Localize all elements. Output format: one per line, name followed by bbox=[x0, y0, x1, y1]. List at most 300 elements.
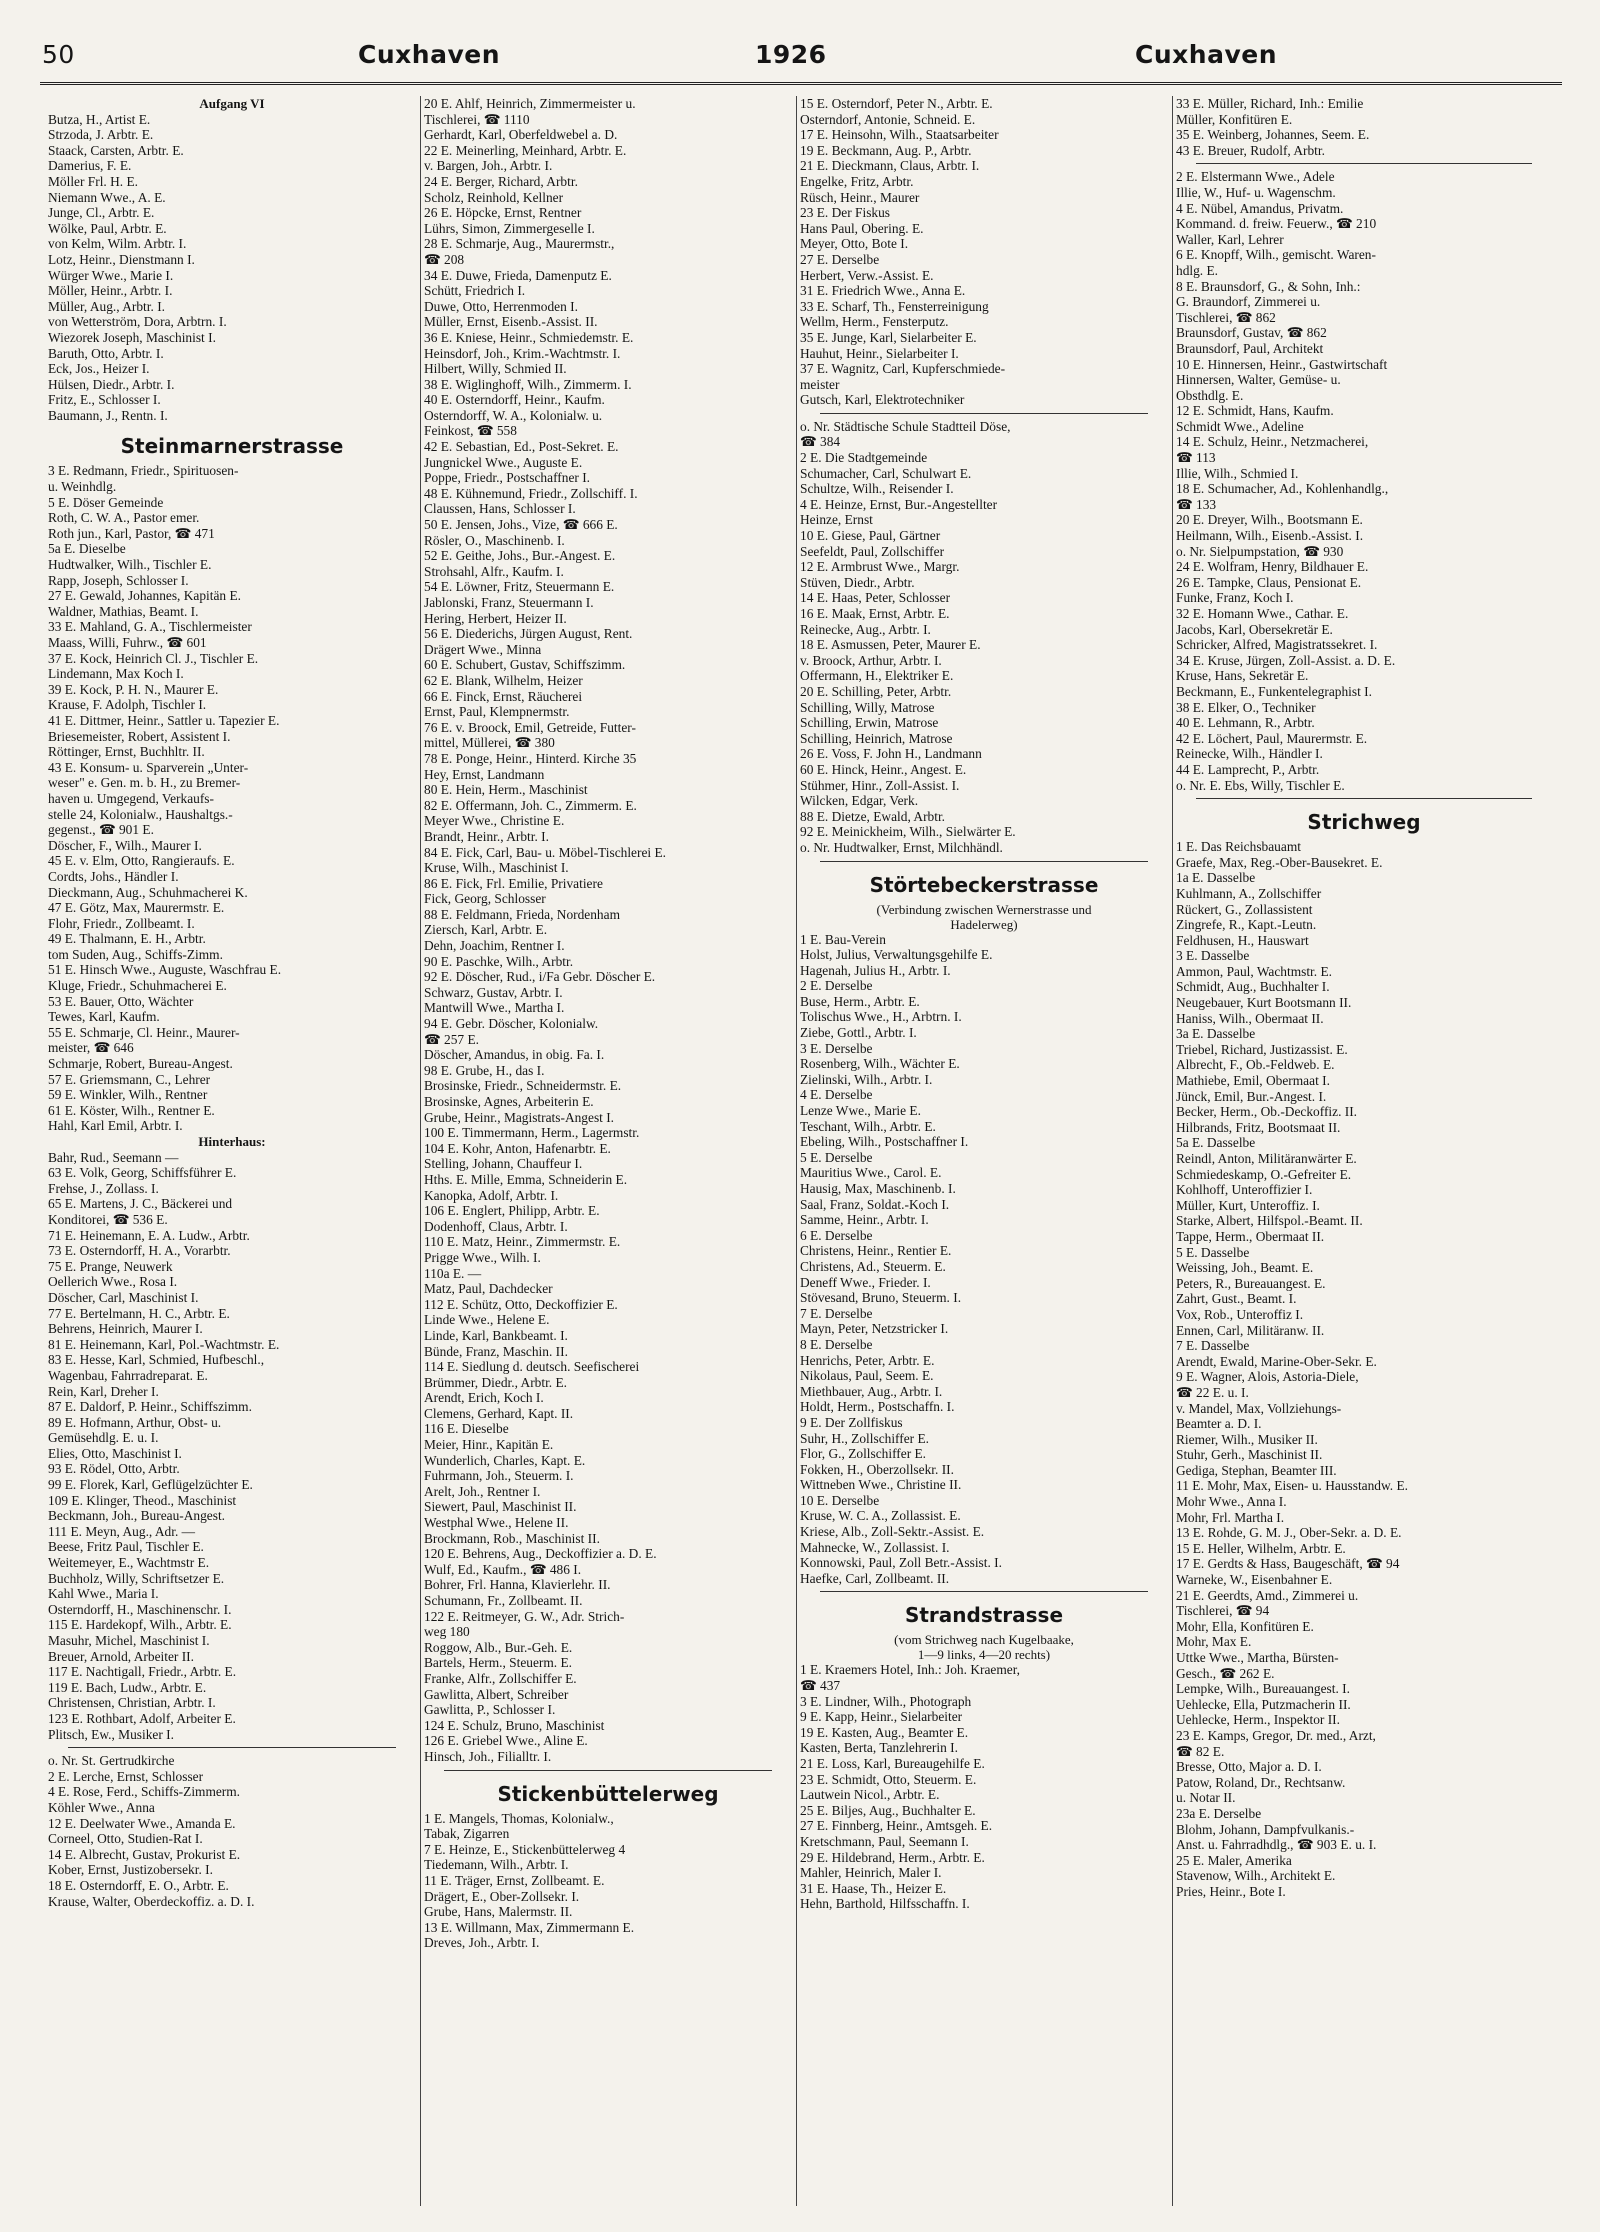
directory-entry: 35 E. Weinberg, Johannes, Seem. E. bbox=[1176, 127, 1370, 143]
directory-entry: Osterndorf, Antonie, Schneid. E. bbox=[800, 111, 976, 127]
directory-entry: Stüven, Diedr., Arbtr. bbox=[800, 574, 915, 590]
directory-entry: 33 E. Müller, Richard, Inh.: Emilie bbox=[1176, 96, 1364, 111]
directory-entry: 126 E. Griebel Wwe., Aline E. bbox=[424, 1733, 588, 1749]
directory-entry: weser" e. Gen. m. b. H., zu Bremer- bbox=[48, 775, 241, 791]
directory-entry: 12 E. Deelwater Wwe., Amanda E. bbox=[48, 1815, 236, 1831]
directory-entry: 13 E. Willmann, Max, Zimmermann E. bbox=[424, 1919, 635, 1935]
street-heading: Störtebeckerstrasse bbox=[869, 872, 1099, 897]
directory-entry: 13 E. Rohde, G. M. J., Ober-Sekr. a. D. E. bbox=[1176, 1525, 1402, 1541]
directory-entry: 110 E. Matz, Heinr., Zimmermstr. E. bbox=[424, 1234, 621, 1250]
directory-entry: Stelling, Johann, Chauffeur I. bbox=[424, 1156, 583, 1172]
directory-entry: 11 E. Träger, Ernst, Zollbeamt. E. bbox=[424, 1872, 605, 1888]
directory-entry: Gerhardt, Karl, Oberfeldwebel a. D. bbox=[424, 127, 618, 143]
directory-entry: Heilmann, Wilh., Eisenb.-Assist. I. bbox=[1176, 528, 1364, 544]
directory-entry: Uttke Wwe., Martha, Bürsten- bbox=[1176, 1650, 1339, 1665]
directory-entry: Bartels, Herm., Steuerm. E. bbox=[424, 1655, 573, 1671]
directory-entry: 26 E. Voss, F. John H., Landmann bbox=[800, 746, 982, 762]
directory-entry: o. Nr. E. Ebs, Willy, Tischler E. bbox=[1176, 777, 1345, 793]
directory-entry: Osterndorff, W. A., Kolonialw. u. bbox=[424, 407, 603, 423]
directory-entry: Müller, Aug., Arbtr. I. bbox=[48, 298, 165, 314]
directory-entry: 9 E. Der Zollfiskus bbox=[800, 1414, 903, 1430]
directory-entry: Stövesand, Bruno, Steuerm. I. bbox=[800, 1290, 962, 1306]
directory-entry: Schricker, Alfred, Magistratssekret. I. bbox=[1176, 637, 1378, 653]
directory-entry: Kruse, W. C. A., Zollassist. E. bbox=[800, 1508, 961, 1524]
street-heading: Steinmarnerstrasse bbox=[120, 434, 344, 459]
directory-entry: Christens, Ad., Steuerm. E. bbox=[800, 1258, 946, 1274]
directory-entry: 27 E. Finnberg, Heinr., Amtsgeh. E. bbox=[800, 1818, 993, 1834]
directory-entry: Hering, Herbert, Heizer II. bbox=[424, 610, 567, 626]
directory-entry: 15 E. Osterndorf, Peter N., Arbtr. E. bbox=[800, 96, 993, 111]
header-city-right: Cuxhaven bbox=[1135, 40, 1277, 69]
directory-entry: Wilcken, Edgar, Verk. bbox=[800, 793, 919, 809]
directory-entry: 60 E. Schubert, Gustav, Schiffszimm. bbox=[424, 657, 626, 673]
directory-entry: Tiedemann, Wilh., Arbtr. I. bbox=[424, 1857, 569, 1873]
directory-entry: 73 E. Osterndorff, H. A., Vorarbtr. bbox=[48, 1243, 231, 1259]
directory-entry: Mayn, Peter, Netzstricker I. bbox=[800, 1321, 949, 1337]
directory-entry: Herbert, Verw.-Assist. E. bbox=[800, 267, 934, 283]
directory-entry: 124 E. Schulz, Bruno, Maschinist bbox=[424, 1717, 605, 1733]
directory-entry: 10 E. Derselbe bbox=[800, 1492, 880, 1508]
directory-entry: Corneel, Otto, Studien-Rat I. bbox=[48, 1831, 203, 1847]
directory-entry: Rein, Karl, Dreher I. bbox=[48, 1383, 159, 1399]
directory-entry: Holdt, Herm., Postschaffn. I. bbox=[800, 1399, 955, 1415]
directory-entry: 42 E. Sebastian, Ed., Post-Sekret. E. bbox=[424, 439, 619, 455]
directory-entry: hdlg. E. bbox=[1176, 262, 1219, 278]
directory-entry: Mahler, Heinrich, Maler I. bbox=[800, 1865, 942, 1881]
directory-entry: 40 E. Osterndorff, Heinr., Kaufm. bbox=[424, 392, 605, 408]
directory-entry: Konditorei, ☎ 536 E. bbox=[48, 1211, 168, 1227]
directory-entry: 94 E. Gebr. Döscher, Kolonialw. bbox=[424, 1016, 599, 1032]
directory-entry: Samme, Heinr., Arbtr. I. bbox=[800, 1212, 929, 1228]
directory-entry: 117 E. Nachtigall, Friedr., Arbtr. E. bbox=[48, 1664, 237, 1680]
directory-entry: stelle 24, Kolonialw., Haushaltgs.- bbox=[48, 806, 233, 822]
directory-entry: 53 E. Bauer, Otto, Wächter bbox=[48, 993, 194, 1009]
header-city-left: Cuxhaven bbox=[358, 40, 500, 69]
directory-entry: Niemann Wwe., A. E. bbox=[48, 189, 166, 205]
directory-entry: Rüsch, Heinr., Maurer bbox=[800, 189, 920, 205]
directory-entry: 88 E. Feldmann, Frieda, Nordenham bbox=[424, 906, 620, 922]
directory-entry: 3 E. Lindner, Wilh., Photograph bbox=[800, 1693, 972, 1709]
directory-entry: Baruth, Otto, Arbtr. I. bbox=[48, 345, 164, 361]
directory-entry: 116 E. Dieselbe bbox=[424, 1421, 509, 1437]
directory-entry: Elies, Otto, Maschinist I. bbox=[48, 1445, 182, 1461]
directory-entry: Lautwein Nicol., Arbtr. E. bbox=[800, 1787, 940, 1803]
directory-entry: Gemüsehdlg. E. u. I. bbox=[48, 1430, 159, 1446]
directory-entry: Kruse, Hans, Sekretär E. bbox=[1176, 668, 1309, 684]
directory-entry: Möller Frl. H. E. bbox=[48, 173, 139, 189]
directory-entry: Baumann, J., Rentn. I. bbox=[48, 407, 168, 423]
directory-entry: 11 E. Mohr, Max, Eisen- u. Hausstandw. E. bbox=[1176, 1478, 1409, 1494]
street-note: (vom Strichweg nach Kugelbaake, bbox=[894, 1632, 1074, 1648]
directory-entry: 34 E. Kruse, Jürgen, Zoll-Assist. a. D. E. bbox=[1176, 652, 1396, 668]
directory-entry: Ebeling, Wilh., Postschaffner I. bbox=[800, 1134, 969, 1150]
directory-entry: Graefe, Max, Reg.-Ober-Bausekret. E. bbox=[1176, 854, 1383, 870]
directory-entry: Lempke, Wilh., Bureauangest. I. bbox=[1176, 1681, 1350, 1697]
section-rule bbox=[1196, 798, 1532, 799]
directory-entry: Müller, Ernst, Eisenb.-Assist. II. bbox=[424, 314, 598, 330]
directory-entry: Gutsch, Karl, Elektrotechniker bbox=[800, 392, 965, 408]
directory-column-3 bbox=[800, 96, 1168, 2206]
directory-entry: Waldner, Mathias, Beamt. I. bbox=[48, 603, 199, 619]
directory-entry: 71 E. Heinemann, E. A. Ludw., Arbtr. bbox=[48, 1227, 250, 1243]
directory-entry: 89 E. Hofmann, Arthur, Obst- u. bbox=[48, 1414, 222, 1430]
directory-entry: Nikolaus, Paul, Seem. E. bbox=[800, 1368, 934, 1384]
directory-entry: Hauhut, Heinr., Sielarbeiter I. bbox=[800, 345, 959, 361]
directory-entry: 65 E. Martens, J. C., Bäckerei und bbox=[48, 1196, 233, 1212]
directory-entry: 82 E. Offermann, Joh. C., Zimmerm. E. bbox=[424, 797, 637, 813]
directory-entry: Miethbauer, Aug., Arbtr. I. bbox=[800, 1383, 943, 1399]
directory-entry: Uehlecke, Ella, Putzmacherin II. bbox=[1176, 1696, 1351, 1712]
directory-entry: mittel, Müllerei, ☎ 380 bbox=[424, 735, 555, 751]
directory-entry: Schmarje, Robert, Bureau-Angest. bbox=[48, 1056, 233, 1072]
directory-entry: Krause, Walter, Oberdeckoffiz. a. D. I. bbox=[48, 1893, 255, 1909]
directory-entry: 39 E. Kock, P. H. N., Maurer E. bbox=[48, 681, 219, 697]
directory-entry: Haefke, Carl, Zollbeamt. II. bbox=[800, 1570, 950, 1586]
directory-entry: Wulf, Ed., Kaufm., ☎ 486 I. bbox=[424, 1561, 582, 1577]
directory-entry: Schilling, Heinrich, Matrose bbox=[800, 730, 953, 746]
directory-entry: Jacobs, Karl, Obersekretär E. bbox=[1176, 621, 1333, 637]
directory-entry: 5a E. Dieselbe bbox=[48, 541, 126, 557]
directory-entry: Köhler Wwe., Anna bbox=[48, 1799, 155, 1815]
directory-entry: Flohr, Friedr., Zollbeamt. I. bbox=[48, 915, 195, 931]
directory-entry: Poppe, Friedr., Postschaffner I. bbox=[424, 470, 590, 486]
directory-entry: 36 E. Kniese, Heinr., Schmiedemstr. E. bbox=[424, 329, 634, 345]
directory-entry: Engelke, Fritz, Arbtr. bbox=[800, 173, 914, 189]
directory-entry: Mauritius Wwe., Carol. E. bbox=[800, 1165, 942, 1181]
directory-entry: 23 E. Schmidt, Otto, Steuerm. E. bbox=[800, 1771, 977, 1787]
directory-column-2 bbox=[424, 96, 792, 2206]
section-rule bbox=[820, 861, 1148, 862]
directory-entry: o. Nr. Sielpumpstation, ☎ 930 bbox=[1176, 543, 1344, 559]
directory-entry: Stühmer, Hinr., Zoll-Assist. I. bbox=[800, 777, 960, 793]
directory-entry: Stavenow, Wilh., Architekt E. bbox=[1176, 1868, 1336, 1884]
directory-entry: meister, ☎ 646 bbox=[48, 1040, 134, 1056]
directory-entry: 40 E. Lehmann, R., Arbtr. bbox=[1176, 715, 1315, 731]
directory-entry: Wellm, Herm., Fensterputz. bbox=[800, 314, 949, 330]
directory-entry: 23 E. Der Fiskus bbox=[800, 205, 891, 221]
directory-entry: Haniss, Wilh., Obermaat II. bbox=[1176, 1010, 1324, 1026]
directory-entry: 24 E. Berger, Richard, Arbtr. bbox=[424, 173, 578, 189]
directory-entry: Funke, Franz, Koch I. bbox=[1176, 590, 1294, 606]
directory-entry: 59 E. Winkler, Wilh., Rentner bbox=[48, 1087, 208, 1103]
directory-entry: 38 E. Wiglinghoff, Wilh., Zimmerm. I. bbox=[424, 376, 632, 392]
directory-entry: 12 E. Armbrust Wwe., Margr. bbox=[800, 559, 960, 575]
directory-entry: Mathiebe, Emil, Obermaat I. bbox=[1176, 1073, 1330, 1089]
directory-entry: Fick, Georg, Schlosser bbox=[424, 891, 546, 907]
directory-entry: 9 E. Kapp, Heinr., Sielarbeiter bbox=[800, 1709, 963, 1725]
directory-entry: Kluge, Friedr., Schuhmacherei E. bbox=[48, 978, 227, 994]
directory-entry: Frehse, J., Zollass. I. bbox=[48, 1180, 159, 1196]
directory-entry: 38 E. Elker, O., Techniker bbox=[1176, 699, 1316, 715]
directory-entry: 21 E. Geerdts, Amd., Zimmerei u. bbox=[1176, 1587, 1359, 1603]
directory-entry: 16 E. Maak, Ernst, Arbtr. E. bbox=[800, 606, 950, 621]
street-note: 1—9 links, 4—20 rechts) bbox=[917, 1647, 1051, 1663]
directory-entry: Pries, Heinr., Bote I. bbox=[1176, 1883, 1286, 1899]
directory-entry: 49 E. Thalmann, E. H., Arbtr. bbox=[48, 931, 206, 947]
directory-entry: 119 E. Bach, Ludw., Arbtr. E. bbox=[48, 1679, 207, 1695]
directory-entry: 104 E. Kohr, Anton, Hafenarbtr. E. bbox=[424, 1140, 611, 1156]
directory-entry: weg 180 bbox=[424, 1624, 470, 1640]
directory-entry: Fokken, H., Oberzollsekr. II. bbox=[800, 1461, 954, 1477]
directory-entry: Warneke, W., Eisenbahner E. bbox=[1176, 1572, 1333, 1588]
directory-entry: Schilling, Erwin, Matrose bbox=[800, 715, 939, 731]
directory-entry: Blohm, Johann, Dampfvulkanis.- bbox=[1176, 1821, 1355, 1837]
directory-entry: Mohr Wwe., Anna I. bbox=[1176, 1494, 1287, 1510]
directory-entry: 10 E. Hinnersen, Heinr., Gastwirtschaft bbox=[1176, 356, 1388, 372]
directory-entry: Osterndorff, H., Maschinenschr. I. bbox=[48, 1601, 232, 1617]
directory-entry: 43 E. Breuer, Rudolf, Arbtr. bbox=[1176, 142, 1325, 158]
directory-entry: Dodenhoff, Claus, Arbtr. I. bbox=[424, 1218, 568, 1234]
directory-entry: von Wetterström, Dora, Arbtrn. I. bbox=[48, 314, 227, 330]
directory-entry: Feldhusen, H., Hauswart bbox=[1176, 932, 1309, 948]
directory-column-1 bbox=[48, 96, 416, 2206]
directory-entry: v. Bargen, Joh., Arbtr. I. bbox=[424, 158, 553, 174]
directory-entry: 25 E. Biljes, Aug., Buchhalter E. bbox=[800, 1802, 976, 1818]
directory-entry: Grube, Hans, Malermstr. II. bbox=[424, 1904, 573, 1920]
directory-entry: o. Nr. Städtische Schule Stadtteil Döse, bbox=[800, 418, 1011, 434]
directory-entry: 54 E. Löwner, Fritz, Steuermann E. bbox=[424, 579, 615, 595]
directory-entry: Linde, Karl, Bankbeamt. I. bbox=[424, 1327, 568, 1343]
directory-entry: Schumann, Fr., Zollbeamt. II. bbox=[424, 1593, 583, 1608]
directory-entry: Dehn, Joachim, Rentner I. bbox=[424, 938, 565, 954]
directory-entry: Ziebe, Gottl., Arbtr. I. bbox=[800, 1025, 917, 1041]
directory-entry: 44 E. Lamprecht, P., Arbtr. bbox=[1176, 761, 1320, 777]
directory-entry: 5 E. Dasselbe bbox=[1176, 1244, 1250, 1260]
directory-entry: Feinkost, ☎ 558 bbox=[424, 423, 517, 439]
directory-entry: 4 E. Nübel, Amandus, Privatm. bbox=[1176, 200, 1344, 216]
directory-entry: 3a E. Dasselbe bbox=[1176, 1026, 1256, 1042]
directory-entry: Brümmer, Diedr., Arbtr. E. bbox=[424, 1374, 568, 1390]
directory-entry: Illie, Wilh., Schmied I. bbox=[1176, 465, 1299, 481]
directory-entry: Roth, C. W. A., Pastor emer. bbox=[48, 510, 200, 526]
directory-entry: Mantwill Wwe., Martha I. bbox=[424, 1000, 565, 1016]
directory-entry: Patow, Roland, Dr., Rechtsanw. bbox=[1176, 1774, 1346, 1790]
directory-entry: 7 E. Heinze, E., Stickenbüttelerweg 4 bbox=[424, 1841, 626, 1857]
directory-entry: Braunsdorf, Gustav, ☎ 862 bbox=[1176, 325, 1327, 341]
directory-entry: Matz, Paul, Dachdecker bbox=[424, 1281, 553, 1297]
directory-entry: G. Braundorf, Zimmerei u. bbox=[1176, 294, 1321, 310]
directory-entry: Teschant, Wilh., Arbtr. E. bbox=[800, 1118, 936, 1134]
directory-entry: Weitemeyer, E., Wachtmstr E. bbox=[48, 1555, 210, 1571]
directory-entry: Oellerich Wwe., Rosa I. bbox=[48, 1274, 178, 1290]
directory-entry: Hagenah, Julius H., Arbtr. I. bbox=[800, 962, 951, 978]
directory-entry: Rapp, Joseph, Schlosser I. bbox=[48, 572, 189, 588]
directory-entry: Ennen, Carl, Militäranw. II. bbox=[1176, 1322, 1325, 1338]
directory-entry: Lindemann, Max Koch I. bbox=[48, 666, 184, 682]
directory-entry: 20 E. Ahlf, Heinrich, Zimmermeister u. bbox=[424, 96, 636, 111]
directory-entry: Würger Wwe., Marie I. bbox=[48, 267, 174, 283]
directory-entry: 14 E. Albrecht, Gustav, Prokurist E. bbox=[48, 1846, 241, 1862]
directory-entry: Döscher, F., Wilh., Maurer I. bbox=[48, 837, 202, 853]
directory-entry: Dreves, Joh., Arbtr. I. bbox=[424, 1935, 540, 1951]
directory-entry: 90 E. Paschke, Wilh., Arbtr. bbox=[424, 953, 574, 969]
directory-column-4 bbox=[1176, 96, 1552, 2206]
directory-entry: Illie, W., Huf- u. Wagenschm. bbox=[1176, 184, 1336, 200]
directory-entry: Mahnecke, W., Zollassist. I. bbox=[800, 1539, 950, 1555]
directory-entry: Döscher, Amandus, in obig. Fa. I. bbox=[424, 1047, 605, 1063]
directory-entry: Westphal Wwe., Helene II. bbox=[424, 1515, 569, 1531]
directory-entry: Breuer, Arnold, Arbeiter II. bbox=[48, 1648, 194, 1664]
directory-entry: Heinsdorf, Joh., Krim.-Wachtmstr. I. bbox=[424, 345, 621, 361]
directory-entry: Hths. E. Mille, Emma, Schneiderin E. bbox=[424, 1171, 628, 1187]
directory-entry: Tischlerei, ☎ 1110 bbox=[424, 111, 530, 127]
directory-entry: 26 E. Tampke, Claus, Pensionat E. bbox=[1176, 574, 1362, 590]
directory-entry: 34 E. Duwe, Frieda, Damenputz E. bbox=[424, 267, 612, 283]
directory-entry: Meier, Hinr., Kapitän E. bbox=[424, 1437, 554, 1453]
directory-entry: 66 E. Finck, Ernst, Räucherei bbox=[424, 688, 583, 704]
directory-entry: Gawlitta, P., Schlosser I. bbox=[424, 1702, 556, 1718]
directory-entry: 8 E. Braunsdorf, G., & Sohn, Inh.: bbox=[1176, 278, 1361, 294]
directory-entry: Tappe, Herm., Obermaat II. bbox=[1176, 1228, 1325, 1244]
directory-entry: Kanopka, Adolf, Arbtr. I. bbox=[424, 1187, 559, 1203]
directory-entry: tom Suden, Aug., Schiffs-Zimm. bbox=[48, 946, 223, 962]
directory-entry: 28 E. Schmarje, Aug., Maurermstr., bbox=[424, 236, 615, 252]
directory-entry: 123 E. Rothbart, Adolf, Arbeiter E. bbox=[48, 1710, 236, 1726]
directory-entry: Clemens, Gerhard, Kapt. II. bbox=[424, 1405, 574, 1421]
directory-entry: Triebel, Richard, Justizassist. E. bbox=[1176, 1041, 1348, 1057]
directory-entry: 114 E. Siedlung d. deutsch. Seefischerei bbox=[424, 1359, 640, 1375]
directory-entry: Fritz, E., Schlosser I. bbox=[48, 392, 161, 408]
directory-entry: 17 E. Gerdts & Hass, Baugeschäft, ☎ 94 bbox=[1176, 1556, 1400, 1572]
directory-entry: Beckmann, Joh., Bureau-Angest. bbox=[48, 1508, 226, 1524]
street-note: Hadelerweg) bbox=[950, 916, 1018, 932]
directory-entry: 122 E. Reitmeyer, G. W., Adr. Strich- bbox=[424, 1608, 625, 1624]
directory-entry: Konnowski, Paul, Zoll Betr.-Assist. I. bbox=[800, 1555, 1002, 1571]
directory-entry: von Kelm, Wilm. Arbtr. I. bbox=[48, 236, 187, 252]
directory-entry: Ernst, Paul, Klempnermstr. bbox=[424, 704, 570, 720]
directory-entry: 32 E. Homann Wwe., Cathar. E. bbox=[1176, 606, 1349, 621]
page-number: 50 bbox=[42, 40, 75, 69]
directory-entry: 87 E. Daldorf, P. Heinr., Schiffszimm. bbox=[48, 1399, 252, 1415]
directory-entry: Schütt, Friedrich I. bbox=[424, 283, 526, 299]
directory-entry: Zielinski, Wilh., Arbtr. I. bbox=[800, 1071, 933, 1087]
directory-entry: Wittneben Wwe., Christine II. bbox=[800, 1477, 962, 1493]
directory-entry: Scholz, Reinhold, Kellner bbox=[424, 189, 564, 205]
section-rule bbox=[820, 1591, 1148, 1592]
section-rule bbox=[1196, 163, 1532, 164]
directory-entry: 112 E. Schütz, Otto, Deckoffizier E. bbox=[424, 1296, 618, 1312]
directory-entry: Becker, Herm., Ob.-Deckoffiz. II. bbox=[1176, 1104, 1358, 1120]
directory-entry: 3 E. Dasselbe bbox=[1176, 948, 1250, 964]
directory-entry: Duwe, Otto, Herrenmoden I. bbox=[424, 298, 578, 314]
directory-entry: Müller, Kurt, Unteroffiz. I. bbox=[1176, 1197, 1320, 1213]
directory-entry: Schwarz, Gustav, Arbtr. I. bbox=[424, 984, 563, 1000]
street-heading: Stickenbüttelerweg bbox=[497, 1781, 719, 1806]
directory-entry: 22 E. Meinerling, Meinhard, Arbtr. E. bbox=[424, 142, 627, 158]
directory-entry: Vox, Rob., Unteroffiz I. bbox=[1176, 1306, 1304, 1322]
directory-entry: 7 E. Derselbe bbox=[800, 1305, 873, 1321]
directory-entry: Briesemeister, Robert, Assistent I. bbox=[48, 728, 231, 744]
directory-entry: Kuhlmann, A., Zollschiffer bbox=[1176, 885, 1322, 901]
directory-entry: v. Mandel, Max, Vollziehungs- bbox=[1176, 1400, 1342, 1416]
directory-entry: Siewert, Paul, Maschinist II. bbox=[424, 1499, 577, 1515]
directory-entry: haven u. Umgegend, Verkaufs- bbox=[48, 790, 214, 806]
directory-entry: Meyer Wwe., Christine E. bbox=[424, 813, 565, 829]
directory-entry: 18 E. Osterndorff, E. O., Arbtr. E. bbox=[48, 1877, 229, 1893]
directory-entry: Beckmann, E., Funkentelegraphist I. bbox=[1176, 683, 1372, 699]
directory-entry: u. Notar II. bbox=[1176, 1790, 1236, 1806]
directory-entry: Bohrer, Frl. Hanna, Klavierlehr. II. bbox=[424, 1577, 611, 1593]
directory-entry: 12 E. Schmidt, Hans, Kaufm. bbox=[1176, 403, 1334, 419]
directory-entry: o. Nr. Hudtwalker, Ernst, Milchhändl. bbox=[800, 839, 1003, 855]
directory-entry: Tabak, Zigarren bbox=[424, 1826, 510, 1842]
directory-entry: Zahrt, Gust., Beamt. I. bbox=[1176, 1291, 1297, 1307]
directory-entry: Bresse, Otto, Major a. D. I. bbox=[1176, 1759, 1322, 1775]
directory-entry: 23a E. Derselbe bbox=[1176, 1805, 1262, 1821]
directory-entry: 43 E. Konsum- u. Sparverein „Unter- bbox=[48, 759, 249, 775]
directory-entry: 27 E. Derselbe bbox=[800, 251, 880, 267]
directory-entry: 33 E. Mahland, G. A., Tischlermeister bbox=[48, 619, 252, 635]
directory-entry: Arelt, Joh., Rentner I. bbox=[424, 1483, 541, 1499]
directory-entry: Beamter a. D. I. bbox=[1176, 1416, 1262, 1432]
directory-entry: Möller, Heinr., Arbtr. I. bbox=[48, 283, 173, 299]
directory-entry: 1 E. Mangels, Thomas, Kolonialw., bbox=[424, 1810, 614, 1826]
directory-entry: Gesch., ☎ 262 E. bbox=[1176, 1665, 1275, 1681]
directory-entry: Riemer, Wilh., Musiker II. bbox=[1176, 1431, 1318, 1447]
directory-entry: 1 E. Kraemers Hotel, Inh.: Joh. Kraemer, bbox=[800, 1662, 1020, 1678]
directory-entry: Obsthdlg. E. bbox=[1176, 387, 1244, 403]
directory-entry: Bahr, Rud., Seemann — bbox=[48, 1149, 179, 1165]
directory-entry: 77 E. Bertelmann, H. C., Arbtr. E. bbox=[48, 1305, 230, 1321]
directory-entry: 8 E. Derselbe bbox=[800, 1336, 873, 1352]
directory-entry: Roggow, Alb., Bur.-Geh. E. bbox=[424, 1639, 573, 1655]
directory-entry: Hülsen, Diedr., Arbtr. I. bbox=[48, 376, 175, 392]
section-rule bbox=[444, 1770, 772, 1771]
section-subheading: Hinterhaus: bbox=[198, 1134, 266, 1149]
directory-entry: Wölke, Paul, Arbtr. E. bbox=[48, 220, 167, 236]
directory-entry: Jünck, Emil, Bur.-Angest. I. bbox=[1176, 1088, 1327, 1104]
directory-entry: Müller, Konfitüren E. bbox=[1176, 111, 1293, 127]
directory-entry: Neugebauer, Kurt Bootsmann II. bbox=[1176, 995, 1352, 1011]
directory-entry: Brandt, Heinr., Arbtr. I. bbox=[424, 828, 549, 844]
directory-entry: Hey, Ernst, Landmann bbox=[424, 766, 545, 782]
directory-entry: Hahl, Karl Emil, Arbtr. I. bbox=[48, 1118, 183, 1134]
section-rule bbox=[68, 1747, 396, 1748]
directory-entry: Krause, F. Adolph, Tischler I. bbox=[48, 697, 207, 713]
directory-entry: 92 E. Döscher, Rud., i/Fa Gebr. Döscher E. bbox=[424, 969, 656, 985]
directory-entry: 42 E. Löchert, Paul, Maurermstr. E. bbox=[1176, 730, 1368, 746]
directory-entry: Braunsdorf, Paul, Architekt bbox=[1176, 340, 1324, 356]
directory-entry: 52 E. Geithe, Johs., Bur.-Angest. E. bbox=[424, 548, 616, 564]
directory-entry: Kahl Wwe., Maria I. bbox=[48, 1586, 159, 1602]
directory-entry: 20 E. Schilling, Peter, Arbtr. bbox=[800, 683, 952, 699]
directory-entry: Buchholz, Willy, Schriftsetzer E. bbox=[48, 1570, 225, 1586]
directory-entry: Mohr, Max E. bbox=[1176, 1634, 1252, 1650]
directory-entry: 25 E. Maler, Amerika bbox=[1176, 1852, 1292, 1868]
directory-entry: Ziersch, Karl, Arbtr. E. bbox=[424, 922, 548, 938]
page-header bbox=[40, 34, 1560, 74]
directory-entry: 75 E. Prange, Neuwerk bbox=[48, 1258, 173, 1274]
header-year: 1926 bbox=[755, 40, 827, 69]
directory-entry: Hinnersen, Walter, Gemüse- u. bbox=[1176, 372, 1341, 388]
directory-entry: 48 E. Kühnemund, Friedr., Zollschiff. I. bbox=[424, 485, 638, 501]
directory-entry: Hausig, Max, Maschinenb. I. bbox=[800, 1181, 956, 1196]
directory-entry: Cordts, Johs., Händler I. bbox=[48, 868, 179, 884]
directory-entry: Franke, Alfr., Zollschiffer E. bbox=[424, 1670, 577, 1686]
directory-entry: 24 E. Wolfram, Henry, Bildhauer E. bbox=[1176, 559, 1369, 575]
directory-entry: 37 E. Wagnitz, Carl, Kupferschmiede- bbox=[800, 361, 1006, 377]
directory-entry: Plitsch, Ew., Musiker I. bbox=[48, 1726, 174, 1742]
directory-entry: 3 E. Derselbe bbox=[800, 1040, 873, 1056]
directory-entry: 31 E. Haase, Th., Heizer E. bbox=[800, 1880, 947, 1896]
directory-entry: Dieckmann, Aug., Schuhmacherei K. bbox=[48, 884, 248, 900]
directory-entry: 18 E. Asmussen, Peter, Maurer E. bbox=[800, 637, 981, 653]
directory-entry: 27 E. Gewald, Johannes, Kapitän E. bbox=[48, 588, 242, 604]
directory-entry: 9 E. Wagner, Alois, Astoria-Diele, bbox=[1176, 1369, 1359, 1385]
directory-entry: 76 E. v. Broock, Emil, Getreide, Futter- bbox=[424, 719, 636, 735]
directory-entry: meister bbox=[800, 376, 840, 392]
directory-entry: 100 E. Timmermann, Herm., Lagermstr. bbox=[424, 1125, 640, 1141]
